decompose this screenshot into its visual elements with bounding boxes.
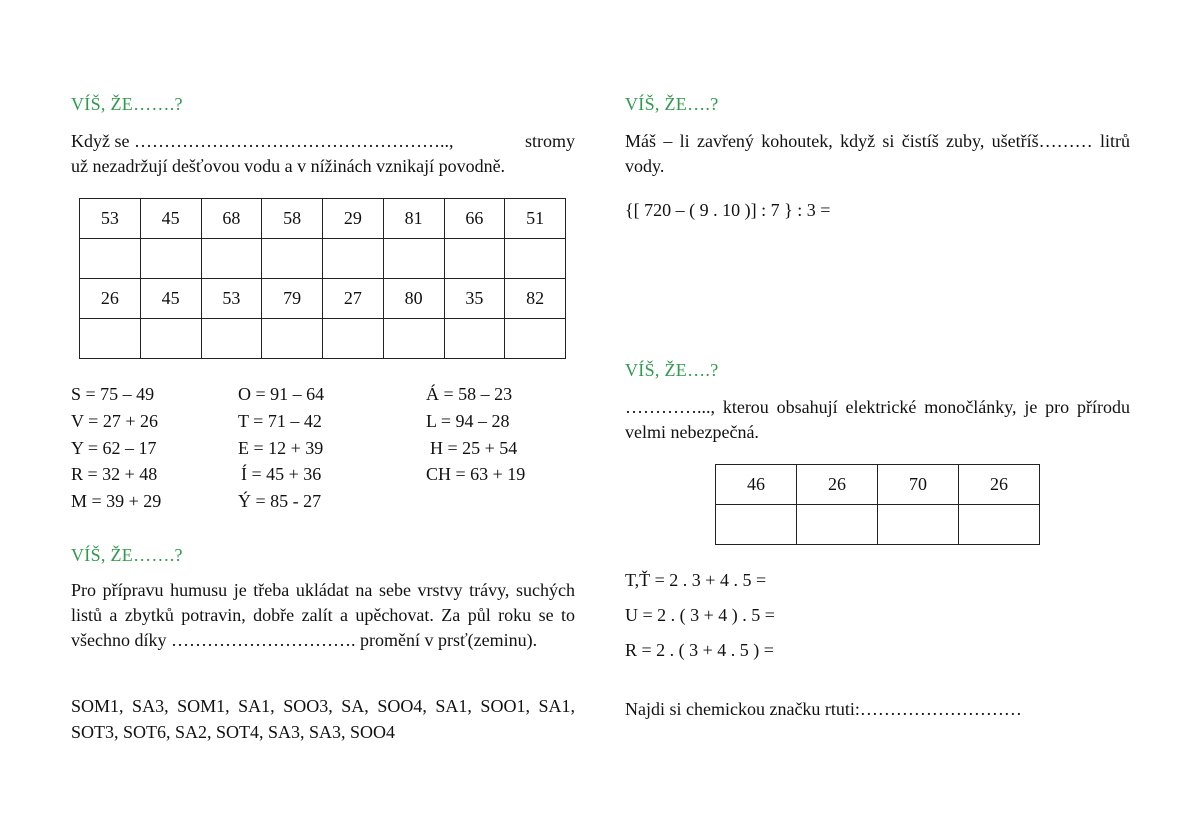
table-cell: 51 [505, 199, 566, 239]
table-row [80, 319, 566, 359]
table-cell: 81 [383, 199, 444, 239]
section-text [71, 129, 575, 179]
equation: E = 12 + 39 [238, 438, 324, 458]
table-cell: 45 [140, 199, 201, 239]
section-heading: VÍŠ, ŽE….? [625, 94, 719, 114]
table-cell: 79 [262, 279, 323, 319]
table-cell: 70 [878, 465, 959, 505]
table-row [80, 239, 566, 279]
equation: R = 32 + 48 [71, 464, 158, 484]
table-row [716, 505, 1040, 545]
table-cell: 35 [444, 279, 505, 319]
answer-cell[interactable] [201, 239, 262, 279]
table-cell: 26 [959, 465, 1040, 505]
equation: T = 71 – 42 [238, 411, 322, 431]
answer-cell[interactable] [383, 319, 444, 359]
answer-cell[interactable] [323, 239, 384, 279]
section-heading: VÍŠ, ŽE….? [625, 360, 719, 380]
answer-cell[interactable] [444, 319, 505, 359]
equation: Í = 45 + 36 [241, 464, 322, 484]
equation: L = 94 – 28 [426, 411, 510, 431]
equation: R = 2 . ( 3 + 4 . 5 ) = [625, 640, 774, 660]
equation: M = 39 + 29 [71, 491, 162, 511]
table-cell: 45 [140, 279, 201, 319]
equation: O = 91 – 64 [238, 384, 325, 404]
table-cell: 66 [444, 199, 505, 239]
text-line: už nezadržují dešťovou vodu a v nížinách vznikají povodně. [71, 156, 506, 176]
text-part: stromy [524, 131, 575, 151]
answer-cell[interactable] [140, 319, 201, 359]
table-cell: 82 [505, 279, 566, 319]
table-row [716, 465, 1040, 505]
table-cell: 29 [323, 199, 384, 239]
answer-cell[interactable] [262, 239, 323, 279]
table-cell: 27 [323, 279, 384, 319]
table-cell: 53 [80, 199, 141, 239]
answer-cell[interactable] [878, 505, 959, 545]
section-text: Pro přípravu humusu je třeba ukládat na sebe vrstvy trávy, suchých listů a zbytků potravin, dobře zalít a upěchovat. Za půl roku se to všechno díky …………………………. promění v prsť(zeminu). [71, 580, 575, 650]
table-cell: 26 [80, 279, 141, 319]
section-text: …………..., kterou obsahují elektrické monočlánky, je pro přírodu velmi nebezpečná. [625, 397, 1130, 442]
table-cell: 58 [262, 199, 323, 239]
table-cell: 80 [383, 279, 444, 319]
answer-cell[interactable] [716, 505, 797, 545]
table-cell: 53 [201, 279, 262, 319]
table-row [80, 279, 566, 319]
equation: Ý = 85 - 27 [238, 491, 322, 511]
answer-cell[interactable] [140, 239, 201, 279]
answer-cell[interactable] [505, 319, 566, 359]
equation: H = 25 + 54 [430, 438, 518, 458]
table-cell: 26 [797, 465, 878, 505]
equation: T,Ť = 2 . 3 + 4 . 5 = [625, 570, 767, 590]
equation: Y = 62 – 17 [71, 438, 157, 458]
answer-cell[interactable] [959, 505, 1040, 545]
expression: {[ 720 – ( 9 . 10 )] : 7 } : 3 = [625, 200, 831, 220]
section-heading: VÍŠ, ŽE…….? [71, 545, 183, 565]
cipher-table [79, 198, 566, 359]
equation: V = 27 + 26 [71, 411, 158, 431]
table-cell: 46 [716, 465, 797, 505]
answer-cell[interactable] [797, 505, 878, 545]
answer-cell[interactable] [444, 239, 505, 279]
section-heading: VÍŠ, ŽE…….? [71, 94, 183, 114]
answer-cell[interactable] [80, 319, 141, 359]
answer-cell[interactable] [505, 239, 566, 279]
cipher-table [715, 464, 1040, 545]
equation: Á = 58 – 23 [426, 384, 513, 404]
table-cell: 68 [201, 199, 262, 239]
final-question: Najdi si chemickou značku rtuti:……………………… [625, 699, 1022, 719]
table-row [80, 199, 566, 239]
equation: CH = 63 + 19 [426, 464, 526, 484]
answer-cell[interactable] [201, 319, 262, 359]
equation: U = 2 . ( 3 + 4 ) . 5 = [625, 605, 775, 625]
answer-cell[interactable] [80, 239, 141, 279]
equation: S = 75 – 49 [71, 384, 155, 404]
answer-cell[interactable] [383, 239, 444, 279]
answer-cell[interactable] [323, 319, 384, 359]
text-part: Když se …………………………………………….., [71, 131, 454, 151]
answer-cell[interactable] [262, 319, 323, 359]
section-text: Máš – li zavřený kohoutek, když si čistíš zuby, ušetříš……… litrů vody. [625, 131, 1130, 176]
code-list: SOM1, SA3, SOM1, SA1, SOO3, SA, SOO4, SA1, SOO1, SA1, SOT3, SOT6, SA2, SOT4, SA3, SA3, SOO4 [71, 696, 575, 742]
